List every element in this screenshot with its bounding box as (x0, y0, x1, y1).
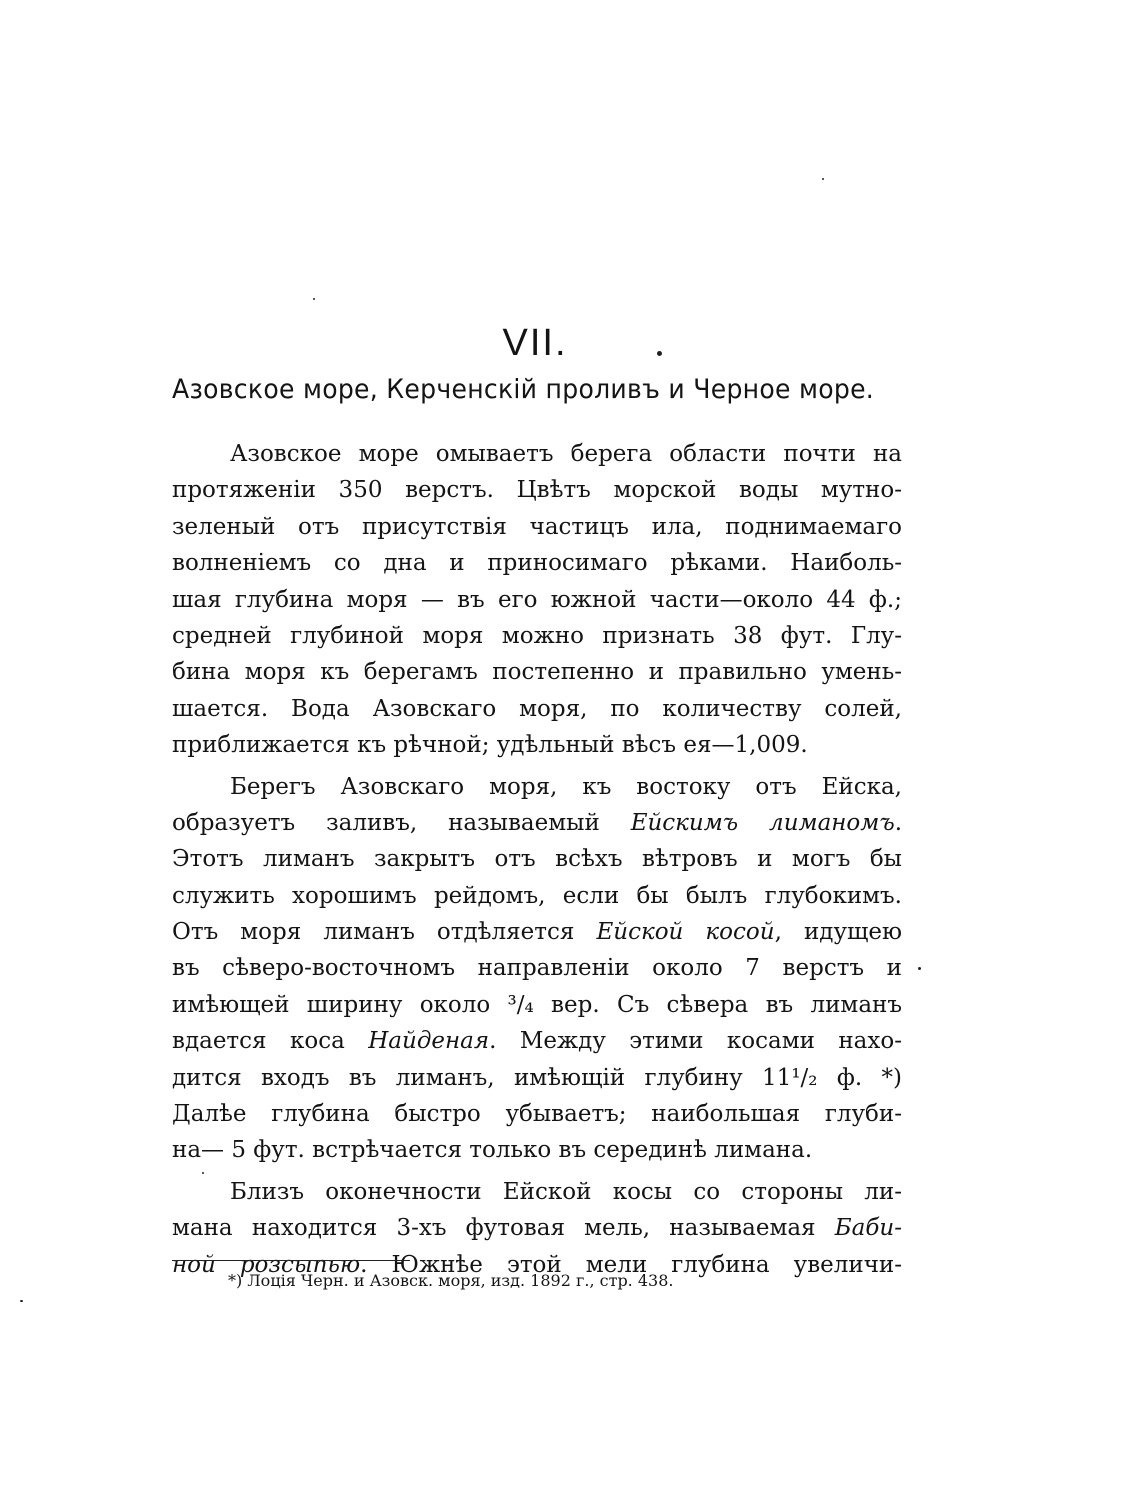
text-line: Близъ оконечности Ейской косы со стороны ли- (230, 1178, 902, 1205)
text-line: шается. Вода Азовскаго моря, по количеству солей, (172, 695, 902, 722)
text-line: зеленый отъ присутствія частицъ ила, поднимаемаго (172, 513, 902, 540)
text-line: служить хорошимъ рейдомъ, если бы былъ глубокимъ. (172, 882, 902, 909)
scan-speck (20, 1300, 23, 1302)
text-line: дится входъ въ лиманъ, имѣющій глубину 11¹/₂ ф. *) (172, 1064, 902, 1091)
text-line: имѣющей ширину около ³/₄ вер. Съ сѣвера въ лиманъ (172, 991, 902, 1018)
footnote: *) Лоція Черн. и Азовск. моря, изд. 1892 г., стр. 438. (228, 1271, 674, 1290)
italic-term: Баби- (834, 1215, 902, 1242)
text-line: на— 5 фут. встрѣчается только въ серединѣ лимана. (172, 1137, 813, 1164)
text-line: образуетъ заливъ, называемый Ейскимъ лиманомъ. (172, 809, 902, 836)
text-line: средней глубиной моря можно признать 38 фут. Глу- (172, 622, 902, 649)
text-line: вдается коса Найденая. Между этими косами нахо- (172, 1028, 902, 1055)
text-line: протяженіи 350 верстъ. Цвѣтъ морской воды мутно- (172, 477, 902, 504)
chapter-number: VII. (502, 322, 568, 364)
text-line: Далѣе глубина быстро убываетъ; наибольшая глуби- (172, 1101, 902, 1128)
italic-term: Найденая (368, 1028, 490, 1055)
italic-term: Ейской косой (596, 919, 775, 946)
italic-term: ной розсыпью (172, 1251, 361, 1278)
text-line: Этотъ лиманъ закрытъ отъ всѣхъ вѣтровъ и могъ бы (172, 846, 902, 873)
scan-speck (202, 1172, 204, 1174)
body-text (172, 436, 902, 1283)
italic-term: Ейскимъ лиманомъ (630, 809, 895, 836)
text-line: Отъ моря лиманъ отдѣляется Ейской косой, идущею (172, 919, 902, 946)
text-line: мана находится 3-хъ футовая мель, называемая Баби- (172, 1215, 902, 1242)
scan-speck (657, 351, 662, 356)
text-line: въ сѣверо-восточномъ направленіи около 7 верстъ и (172, 955, 902, 982)
text-line: шая глубина моря — въ его южной части—около 44 ф.; (172, 586, 902, 613)
scan-speck (822, 178, 824, 180)
text-line: бина моря къ берегамъ постепенно и правильно умень- (172, 659, 902, 686)
chapter-title: Азовское море, Керченскій проливъ и Черное море. (172, 374, 875, 405)
text-line: приближается къ рѣчной; удѣльный вѣсъ ея—1,009. (172, 732, 808, 759)
footnote-divider (172, 1260, 410, 1261)
scan-speck (918, 967, 921, 970)
text-line: Берегъ Азовскаго моря, къ востоку отъ Ейска, (230, 773, 902, 800)
text-line: Азовское море омываетъ берега области почти на (230, 441, 902, 467)
scan-speck (313, 298, 315, 300)
text-line: волненіемъ со дна и приносимаго рѣками. Наиболь- (172, 550, 902, 577)
text-line: ной розсыпью. Южнѣе этой мели глубина увеличи- (172, 1251, 902, 1278)
